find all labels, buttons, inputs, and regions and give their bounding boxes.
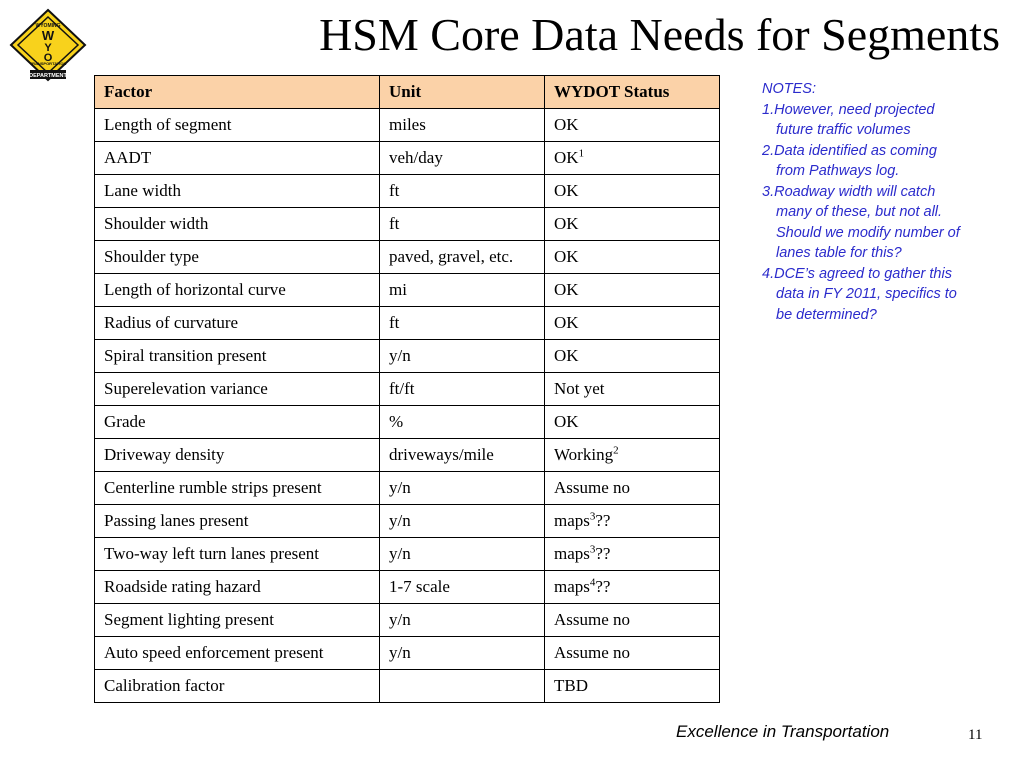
logo-letter-o: O <box>43 52 53 64</box>
table-row <box>95 604 720 637</box>
footer-tagline: Excellence in Transportation <box>676 722 890 741</box>
cell-factor: Driveway density <box>95 439 380 472</box>
wydot-logo <box>8 8 88 82</box>
status-suffix: ?? <box>595 577 611 596</box>
cell-factor: Grade <box>95 406 380 439</box>
cell-unit: y/n <box>380 604 545 637</box>
cell-factor: Two-way left turn lanes present <box>95 538 380 571</box>
cell-status <box>545 241 720 274</box>
table-row <box>95 571 720 604</box>
cell-unit: y/n <box>380 538 545 571</box>
cell-status <box>545 208 720 241</box>
footnote-ref: 4 <box>589 576 596 589</box>
cell-factor: Roadside rating hazard <box>95 571 380 604</box>
cell-unit: ft <box>380 208 545 241</box>
cell-status <box>545 637 720 670</box>
footnote-ref: 3 <box>589 510 596 523</box>
cell-unit: paved, gravel, etc. <box>380 241 545 274</box>
note-item: 2.Data identified as coming from Pathways log. <box>762 142 937 179</box>
header-factor: Factor <box>95 76 380 109</box>
cell-factor: Shoulder type <box>95 241 380 274</box>
cell-status <box>545 439 720 472</box>
logo-letter-w: W <box>41 28 55 43</box>
status-text: OK <box>554 214 579 233</box>
slide-title: HSM Core Data Needs for Segments <box>319 9 1000 60</box>
cell-status <box>545 406 720 439</box>
cell-unit: y/n <box>380 340 545 373</box>
table-row <box>95 340 720 373</box>
cell-status <box>545 604 720 637</box>
notes-panel <box>762 79 962 325</box>
cell-factor: Segment lighting present <box>95 604 380 637</box>
cell-factor: Shoulder width <box>95 208 380 241</box>
table-row <box>95 109 720 142</box>
cell-status <box>545 142 720 175</box>
status-text: OK <box>554 412 579 431</box>
cell-unit: y/n <box>380 637 545 670</box>
note-item: 1.However, need projected future traffic volumes <box>762 101 935 138</box>
cell-factor: Spiral transition present <box>95 340 380 373</box>
cell-unit: ft/ft <box>380 373 545 406</box>
header-unit: Unit <box>380 76 545 109</box>
status-suffix: ?? <box>595 544 611 563</box>
status-text: Not yet <box>554 379 605 398</box>
status-text: OK <box>554 247 579 266</box>
table-row <box>95 472 720 505</box>
cell-factor: Superelevation variance <box>95 373 380 406</box>
cell-status <box>545 505 720 538</box>
notes-list <box>762 100 962 326</box>
status-text: OK <box>554 181 579 200</box>
status-text: Assume no <box>554 643 631 662</box>
logo-side-text: TRANSPORTATION <box>29 61 67 66</box>
cell-status <box>545 307 720 340</box>
status-text: OK <box>554 148 579 167</box>
cell-factor: Length of horizontal curve <box>95 274 380 307</box>
table-row <box>95 637 720 670</box>
cell-unit: miles <box>380 109 545 142</box>
cell-status <box>545 472 720 505</box>
cell-unit: driveways/mile <box>380 439 545 472</box>
table-row <box>95 274 720 307</box>
cell-status <box>545 274 720 307</box>
cell-factor: AADT <box>95 142 380 175</box>
footnote-ref: 2 <box>613 444 619 457</box>
table-row <box>95 241 720 274</box>
status-text: maps <box>554 511 590 530</box>
table-row <box>95 142 720 175</box>
cell-factor: Radius of curvature <box>95 307 380 340</box>
table-row <box>95 373 720 406</box>
cell-status <box>545 670 720 703</box>
footnote-ref: 3 <box>589 543 596 556</box>
logo-letter-y: Y <box>44 42 52 54</box>
status-text: Assume no <box>554 610 631 629</box>
cell-status <box>545 175 720 208</box>
cell-unit: % <box>380 406 545 439</box>
status-text: maps <box>554 544 590 563</box>
table-row <box>95 175 720 208</box>
status-text: Working <box>554 445 614 464</box>
cell-unit <box>380 670 545 703</box>
header-status: WYDOT Status <box>545 76 720 109</box>
table-row <box>95 670 720 703</box>
footnote-ref: 1 <box>578 147 585 160</box>
cell-factor: Lane width <box>95 175 380 208</box>
data-needs-table <box>94 75 720 703</box>
cell-factor: Calibration factor <box>95 670 380 703</box>
cell-status <box>545 571 720 604</box>
note-item: 4.DCE’s agreed to gather this data in FY 2011, specifics to be determined? <box>762 265 957 323</box>
status-text: maps <box>554 577 590 596</box>
cell-unit: veh/day <box>380 142 545 175</box>
note-item: 3.Roadway width will catch many of these, but not all. Should we modify number of lanes table for this? <box>762 183 960 261</box>
status-text: OK <box>554 280 579 299</box>
logo-bottom-text: DEPARTMENT <box>29 73 67 79</box>
status-text: TBD <box>554 676 588 695</box>
cell-unit: 1-7 scale <box>380 571 545 604</box>
cell-unit: ft <box>380 307 545 340</box>
notes-heading: NOTES: <box>762 81 816 97</box>
table-row <box>95 208 720 241</box>
status-text: OK <box>554 115 579 134</box>
table-row <box>95 439 720 472</box>
cell-status <box>545 340 720 373</box>
cell-status <box>545 109 720 142</box>
cell-status <box>545 538 720 571</box>
cell-unit: y/n <box>380 505 545 538</box>
cell-unit: ft <box>380 175 545 208</box>
status-text: OK <box>554 346 579 365</box>
table-header-row <box>95 76 720 109</box>
cell-factor: Passing lanes present <box>95 505 380 538</box>
cell-unit: y/n <box>380 472 545 505</box>
status-text: OK <box>554 313 579 332</box>
table-row <box>95 406 720 439</box>
cell-unit: mi <box>380 274 545 307</box>
cell-status <box>545 373 720 406</box>
table-row <box>95 307 720 340</box>
cell-factor: Length of segment <box>95 109 380 142</box>
status-text: Assume no <box>554 478 631 497</box>
page-number: 11 <box>968 727 983 743</box>
table-row <box>95 505 720 538</box>
table-row <box>95 538 720 571</box>
logo-top-text: WYOMING <box>35 23 61 29</box>
status-suffix: ?? <box>595 511 611 530</box>
cell-factor: Centerline rumble strips present <box>95 472 380 505</box>
cell-factor: Auto speed enforcement present <box>95 637 380 670</box>
